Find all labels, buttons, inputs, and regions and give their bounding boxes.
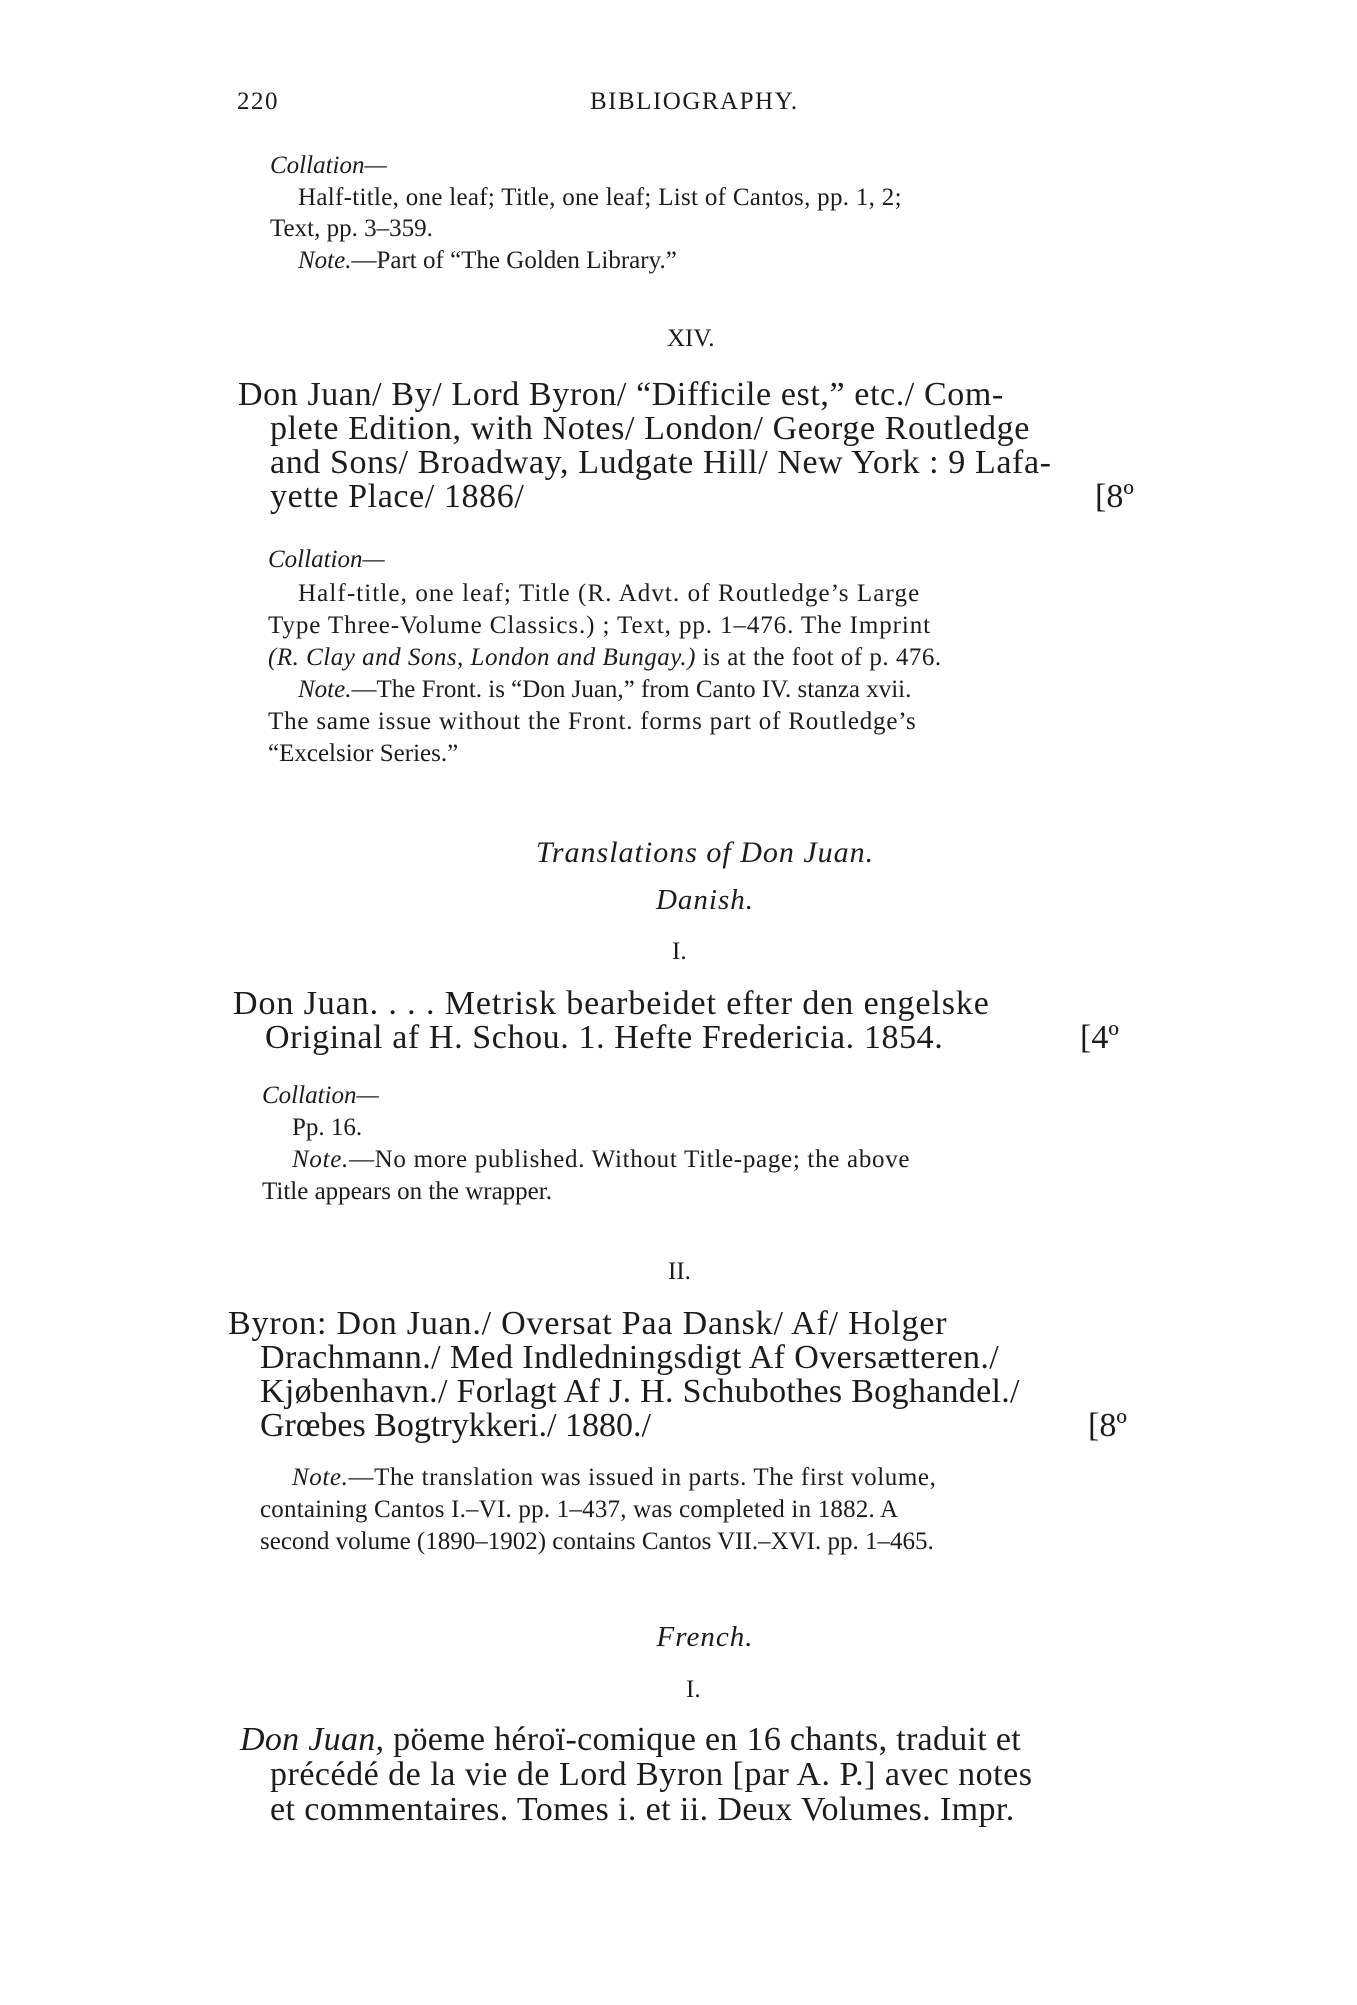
entry-title-line: Grœbes Bogtrykkeri./ 1880./ — [260, 1407, 651, 1444]
collation-label: Collation— — [270, 152, 387, 179]
collation-label: Collation— — [262, 1082, 379, 1109]
note: Note.—The Front. is “Don Juan,” from Canto IV. stanza xvii. — [298, 676, 912, 703]
note-line: The same issue without the Front. forms part of Routledge’s — [268, 708, 917, 735]
entry-numeral: II. — [668, 1258, 691, 1285]
entry-title-line: Don Juan. . . . Metrisk bearbeidet efter den engelske — [233, 985, 990, 1022]
entry-title-line: yette Place/ 1886/ — [270, 478, 525, 515]
collation-line: (R. Clay and Sons, London and Bungay.) is at the foot of p. 476. — [268, 644, 942, 671]
entry-title-line: Drachmann./ Med Indledningsdigt Af Oversætteren./ — [260, 1339, 1000, 1376]
running-title: BIBLIOGRAPHY. — [590, 88, 799, 115]
format-mark: [8º — [1088, 1407, 1127, 1444]
note: Note.—The translation was issued in parts. The first volume, — [292, 1464, 937, 1491]
entry-title-line: Don Juan, pöeme héroï-comique en 16 chants, traduit et — [240, 1721, 1021, 1758]
note: Note.—No more published. Without Title-page; the above — [292, 1146, 911, 1173]
entry-title-line: Original af H. Schou. 1. Hefte Fredericia. 1854. — [265, 1019, 944, 1056]
note-line: containing Cantos I.–VI. pp. 1–437, was completed in 1882. A — [260, 1496, 899, 1523]
entry-title-line: plete Edition, with Notes/ London/ George Routledge — [270, 410, 1030, 447]
note-line: Title appears on the wrapper. — [262, 1178, 552, 1205]
note-line: second volume (1890–1902) contains Cantos VII.–XVI. pp. 1–465. — [260, 1528, 934, 1555]
collation-line: Pp. 16. — [292, 1114, 363, 1141]
collation-line: Half-title, one leaf; Title (R. Advt. of Routledge’s Large — [298, 580, 921, 607]
entry-title-line: and Sons/ Broadway, Ludgate Hill/ New York : 9 Lafa- — [270, 444, 1052, 481]
entry-numeral: I. — [672, 938, 687, 965]
entry-title-line: Kjøbenhavn./ Forlagt Af J. H. Schubothes Boghandel./ — [260, 1373, 1020, 1410]
section-heading: Translations of Don Juan. — [535, 836, 875, 869]
collation-label: Collation— — [268, 546, 385, 573]
collation-line: Type Three-Volume Classics.) ; Text, pp. 1–476. The Imprint — [268, 612, 931, 639]
page-number: 220 — [237, 88, 279, 115]
note: Note.—Part of “The Golden Library.” — [298, 247, 677, 274]
format-mark: [8º — [1095, 478, 1134, 515]
note-line: “Excelsior Series.” — [268, 740, 459, 767]
entry-title-line: Don Juan/ By/ Lord Byron/ “Difficile est,” etc./ Com- — [238, 376, 1004, 413]
format-mark: [4º — [1080, 1019, 1119, 1056]
entry-numeral: XIV. — [667, 325, 715, 352]
entry-title-line: et commentaires. Tomes i. et ii. Deux Volumes. Impr. — [270, 1791, 1015, 1828]
entry-numeral: I. — [686, 1676, 701, 1703]
entry-title-line: précédé de la vie de Lord Byron [par A. P.] avec notes — [270, 1756, 1033, 1793]
entry-title-line: Byron: Don Juan./ Oversat Paa Dansk/ Af/ Holger — [228, 1305, 948, 1342]
collation-line: Half-title, one leaf; Title, one leaf; List of Cantos, pp. 1, 2; — [298, 184, 902, 211]
collation-line: Text, pp. 3–359. — [270, 215, 433, 242]
subsection-heading: Danish. — [655, 884, 755, 916]
subsection-heading: French. — [656, 1621, 754, 1653]
